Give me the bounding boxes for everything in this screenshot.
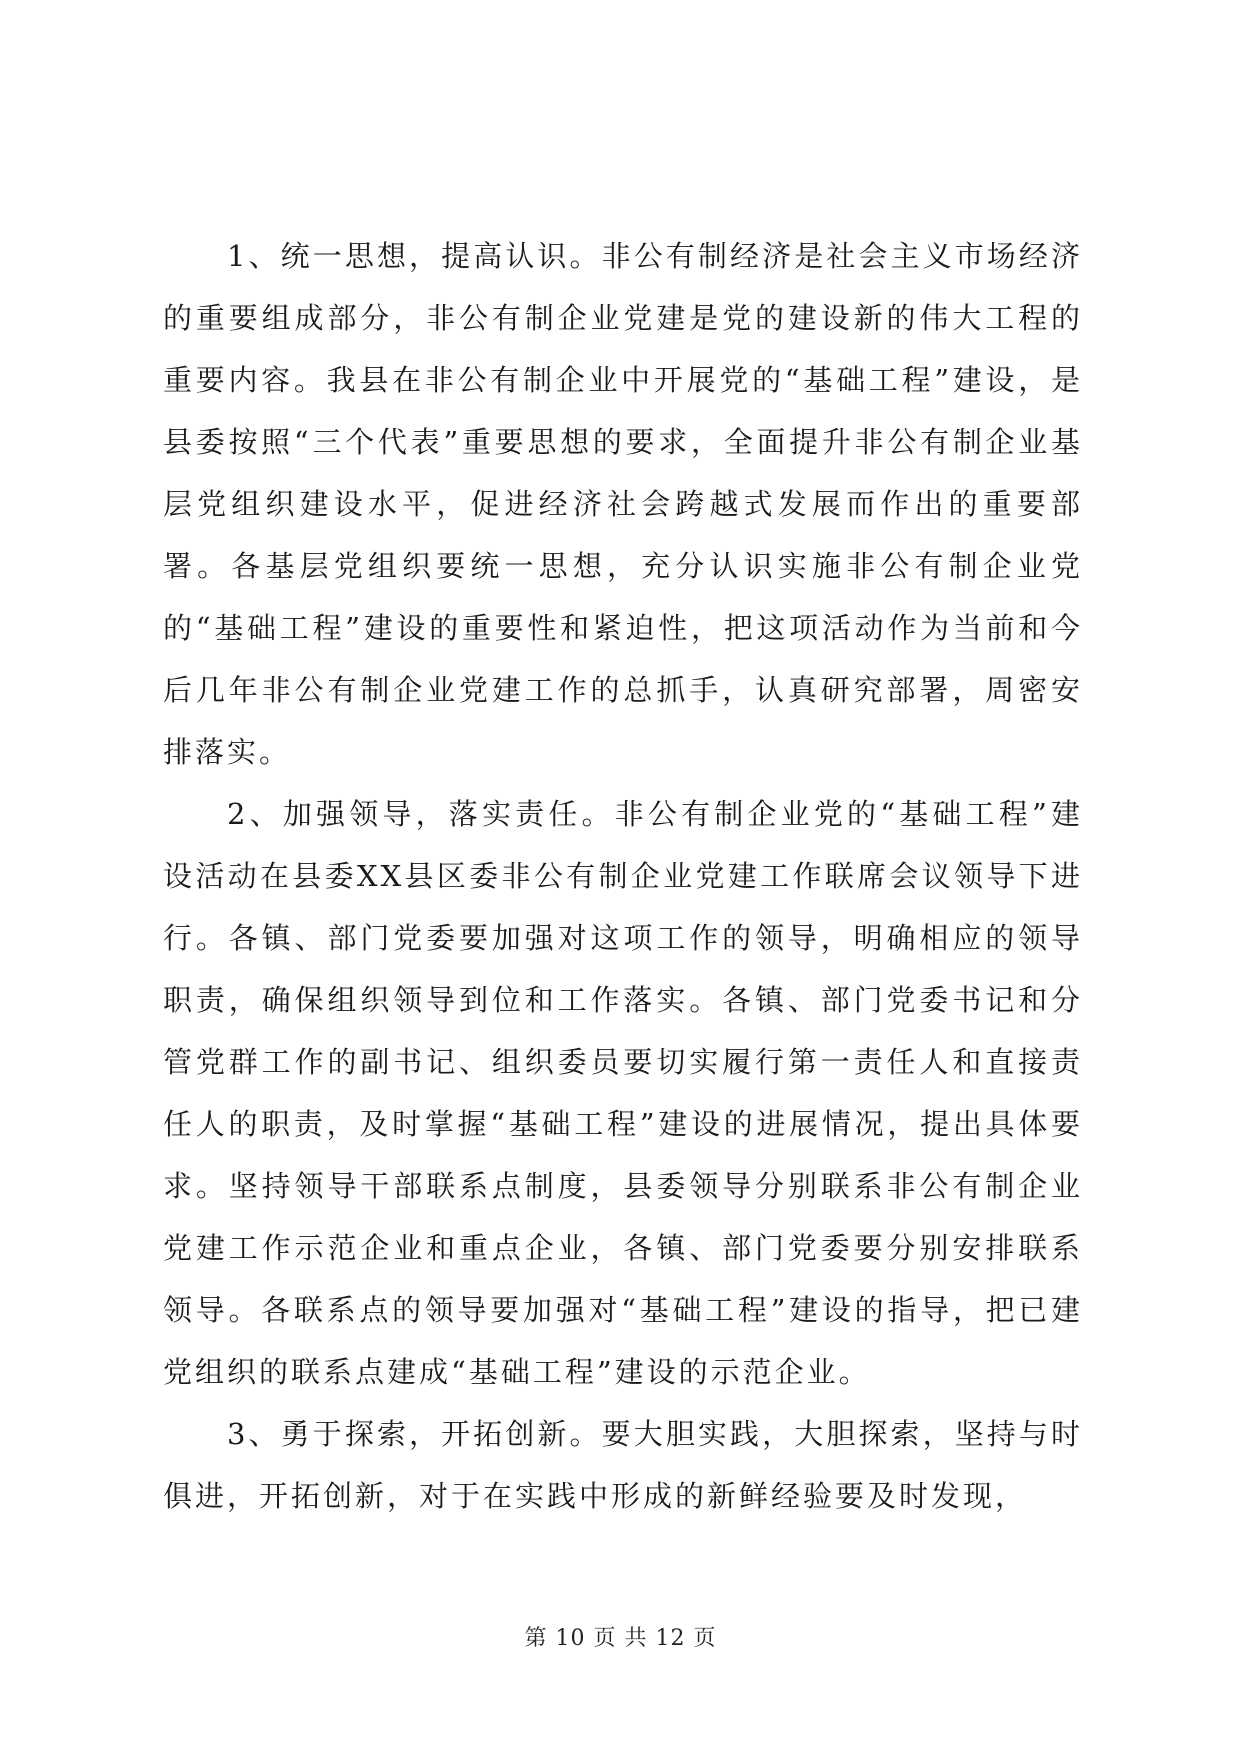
paragraph-3: 3、勇于探索，开拓创新。要大胆实践，大胆探索，坚持与时俱进，开拓创新，对于在实践中形成的新鲜经验要及时发现，	[163, 1417, 1083, 1513]
page-number-footer: 第 10 页 共 12 页	[524, 1626, 717, 1651]
paragraph-2: 2、加强领导，落实责任。非公有制企业党的“基础工程”建设活动在县委XX县区委非公有制企业党建工作联席会议领导下进行。各镇、部门党委要加强对这项工作的领导，明确相应的领导职责，确保组织领导到位和工作落实。各镇、部门党委书记和分管党群工作的副书记、组织委员要切实履行第一责任人和直接责任人的职责，及时掌握“基础工程”建设的进展情况，提出具体要求。坚持领导干部联系点制度，县委领导分别联系非公有制企业党建工作示范企业和重点企业，各镇、部门党委要分别安排联系领导。各联系点的领导要加强对“基础工程”建设的指导，把已建党组织的联系点建成“基础工程”建设的示范企业。	[163, 797, 1083, 1389]
paragraph-1: 1、统一思想，提高认识。非公有制经济是社会主义市场经济的重要组成部分，非公有制企业党建是党的建设新的伟大工程的重要内容。我县在非公有制企业中开展党的“基础工程”建设，是县委按照“三个代表”重要思想的要求，全面提升非公有制企业基层党组织建设水平，促进经济社会跨越式发展而作出的重要部署。各基层党组织要统一思想，充分认识实施非公有制企业党的“基础工程”建设的重要性和紧迫性，把这项活动作为当前和今后几年非公有制企业党建工作的总抓手，认真研究部署，周密安排落实。	[163, 239, 1083, 769]
body-text	[163, 225, 1083, 1527]
